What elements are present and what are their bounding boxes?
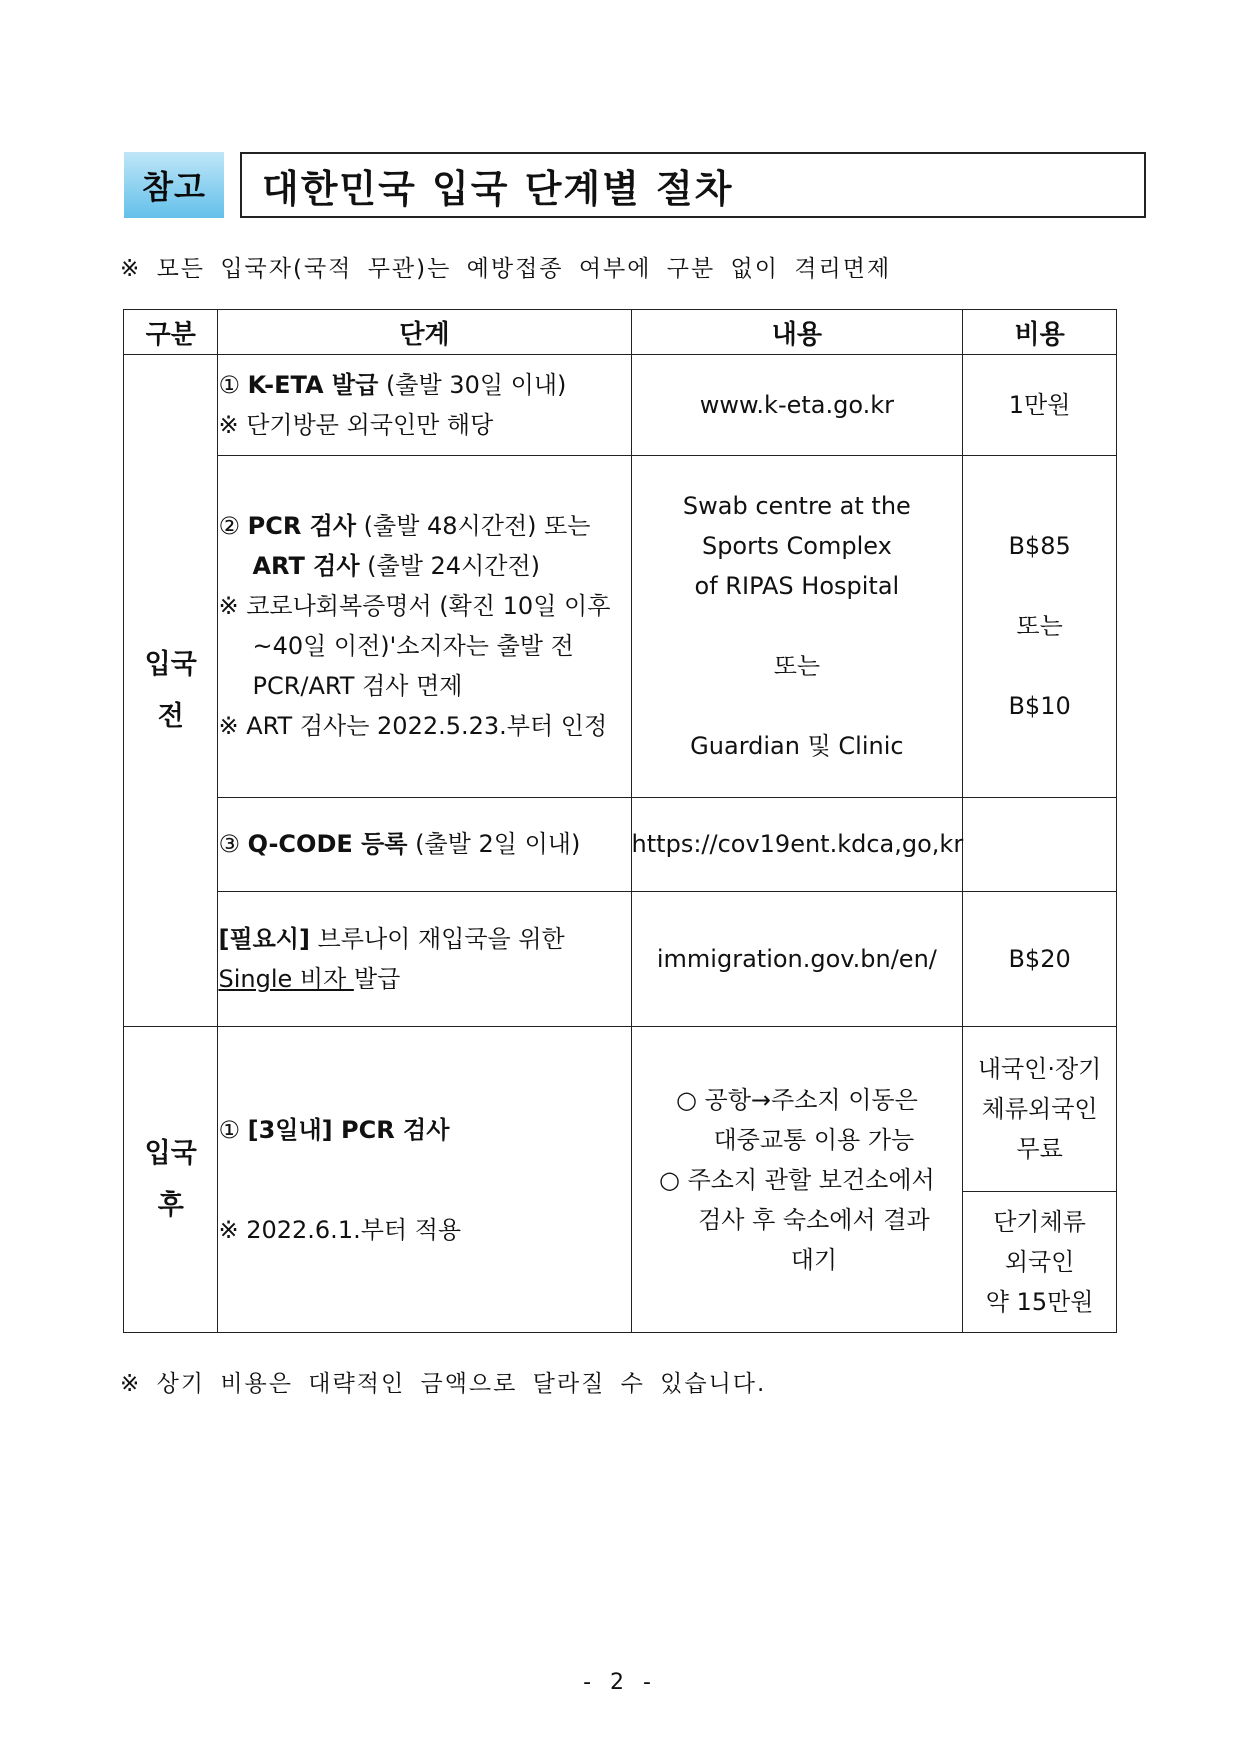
bullet-cont: 대기 xyxy=(790,1245,838,1274)
table-row xyxy=(124,355,1117,456)
step-detail-art: (출발 24시간전) xyxy=(359,552,540,581)
bottom-note: ※ 상기 비용은 대략적인 금액으로 달라질 수 있습니다. xyxy=(120,1371,767,1397)
bullet-item: ○ 공항→주소지 이동은 xyxy=(675,1085,918,1114)
step-number: ③ xyxy=(218,830,240,859)
header-content: 내용 xyxy=(631,310,963,355)
table-row xyxy=(124,455,1117,797)
step-visa xyxy=(218,892,631,1027)
step-visa-issue: 발급 xyxy=(353,965,401,994)
step-detail: 브루나이 재입국을 위한 xyxy=(309,925,565,954)
bullet-cont: 대중교통 이용 가능 xyxy=(713,1125,915,1154)
step-note-recovery-3: PCR/ART 검사 면제 xyxy=(252,672,463,701)
cost-short-term xyxy=(963,1192,1117,1333)
cost-line: 내국인·장기 xyxy=(977,1055,1102,1084)
cost-visa: B$20 xyxy=(963,892,1117,1027)
content-line: of RIPAS Hospital xyxy=(694,572,900,601)
page-title: 대한민국 입국 단계별 절차 xyxy=(240,152,1146,218)
step-pcr-art xyxy=(218,455,631,797)
step-keta xyxy=(218,355,631,456)
category-before-entry xyxy=(124,355,218,1027)
step-number: ① xyxy=(218,370,240,399)
page-number: - 2 - xyxy=(583,1670,657,1695)
step-detail-pcr: (출발 48시간전) 또는 xyxy=(356,512,591,541)
cost-line: 외국인 xyxy=(1004,1248,1075,1277)
bullet-cont: 검사 후 숙소에서 결과 xyxy=(698,1205,930,1234)
cost-keta: 1만원 xyxy=(963,355,1117,456)
step-visa-underlined: Single 비자 xyxy=(218,965,354,994)
header-category: 구분 xyxy=(124,310,218,355)
spacer xyxy=(963,566,1116,606)
step-title: [필요시] xyxy=(218,925,310,954)
step-number: ② xyxy=(218,512,240,541)
step-title: [3일내] PCR 검사 xyxy=(247,1115,450,1144)
step-note: ※ 2022.6.1.부터 적용 xyxy=(218,1215,462,1244)
step-title-art: ART 검사 xyxy=(252,552,360,581)
table-header-row xyxy=(124,310,1117,355)
content-immigration-url: immigration.gov.bn/en/ xyxy=(631,892,963,1027)
cost-resident xyxy=(963,1027,1117,1192)
cost-test xyxy=(963,455,1117,797)
header-step: 단계 xyxy=(218,310,631,355)
content-line: Guardian 및 Clinic xyxy=(690,732,904,761)
step-detail: (출발 30일 이내) xyxy=(378,370,567,399)
cost-qcode xyxy=(963,797,1117,892)
step-arrival-pcr xyxy=(218,1027,631,1333)
content-test-locations xyxy=(631,455,963,797)
step-title-pcr: PCR 검사 xyxy=(247,512,357,541)
bullet-item: ○ 주소지 관할 보건소에서 xyxy=(659,1165,935,1194)
category-before-line1: 입국 xyxy=(144,648,197,680)
section-header xyxy=(124,152,1124,218)
step-qcode xyxy=(218,797,631,892)
cost-or: 또는 xyxy=(1016,612,1063,641)
category-after-entry xyxy=(124,1027,218,1333)
table-row xyxy=(124,892,1117,1027)
step-note: ※ 단기방문 외국인만 해당 xyxy=(218,410,494,439)
content-or: 또는 xyxy=(773,652,821,681)
step-note-recovery: ※ 코로나회복증명서 (확진 10일 이후 xyxy=(218,592,611,621)
cost-line: 무료 xyxy=(1016,1135,1063,1164)
table-row xyxy=(124,1027,1117,1192)
procedure-table xyxy=(123,309,1117,1333)
spacer xyxy=(632,686,963,726)
content-qcode-url: https://cov19ent.kdca,go,kr xyxy=(631,797,963,892)
spacer xyxy=(632,606,963,646)
category-after-line2: 후 xyxy=(157,1189,184,1221)
cost-art: B$10 xyxy=(1008,692,1071,721)
cost-line: 체류외국인 xyxy=(981,1095,1098,1124)
top-note: ※ 모든 입국자(국적 무관)는 예방접종 여부에 구분 없이 격리면제 xyxy=(120,256,892,282)
reference-badge: 참고 xyxy=(124,152,224,218)
content-line: Sports Complex xyxy=(701,532,892,561)
cost-pcr: B$85 xyxy=(1008,532,1071,561)
header-cost: 비용 xyxy=(963,310,1117,355)
cost-line: 약 15만원 xyxy=(985,1288,1094,1317)
step-note-art: ※ ART 검사는 2022.5.23.부터 인정 xyxy=(218,712,608,741)
spacer xyxy=(218,1150,630,1210)
spacer xyxy=(963,646,1116,686)
step-number: ① xyxy=(218,1115,240,1144)
category-before-line2: 전 xyxy=(157,700,184,732)
cost-line: 단기체류 xyxy=(993,1208,1086,1237)
step-note-recovery-2: ~40일 이전)'소지자는 출발 전 xyxy=(252,632,574,661)
step-title: Q-CODE 등록 xyxy=(247,830,408,859)
category-after-line1: 입국 xyxy=(144,1137,197,1169)
step-detail: (출발 2일 이내) xyxy=(407,830,581,859)
content-line: Swab centre at the xyxy=(682,492,911,521)
step-art-line xyxy=(218,546,630,586)
content-arrival-info xyxy=(631,1027,963,1333)
table-row xyxy=(124,797,1117,892)
step-title: K-ETA 발급 xyxy=(247,370,379,399)
content-keta-url: www.k-eta.go.kr xyxy=(631,355,963,456)
